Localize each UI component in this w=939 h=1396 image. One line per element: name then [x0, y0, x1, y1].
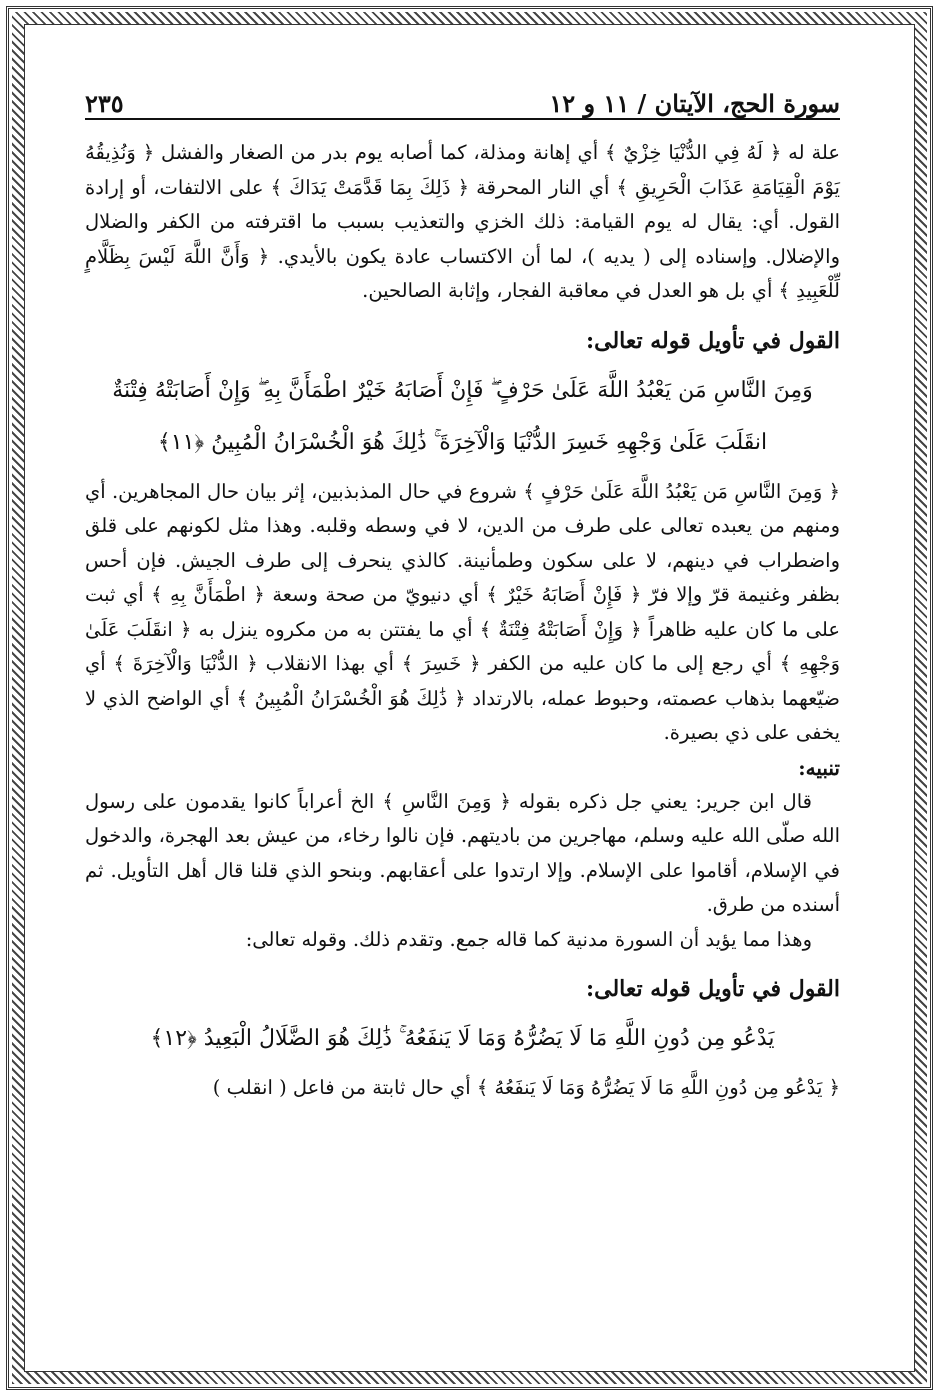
page-content — [85, 60, 840, 1106]
page-number: ٢٣٥ — [85, 89, 124, 118]
running-header — [85, 60, 840, 120]
commentary-paragraph: علة له ﴿ لَهُ فِي الدُّنْيَا خِزْيٌ ﴾ أي إهانة ومذلة، كما أصابه يوم بدر من الصغار والفشل ﴿ وَنُذِيقُهُ يَوْمَ الْقِيَامَةِ عَذَابَ الْحَرِيقِ ﴾ أي النار المحرقة ﴿ ذَلِكَ بِمَا قَدَّمَتْ يَدَاكَ ﴾ على الالتفات، أو إرادة القول. أي: يقال له يوم القيامة: ذلك الخزي والتعذيب بسبب ما اقترفته من الكفر والضلال والإضلال. وإسناده إلى ( يديه )، لما أن الاكتساب عادة يكون بالأيدي. ﴿ وَأَنَّ اللَّهَ لَيْسَ بِظَلَّامٍ لِّلْعَبِيدِ ﴾ أي بل هو العدل في معاقبة الفجار، وإثابة الصالحين. — [85, 141, 840, 302]
commentary-paragraph: ﴿ يَدْعُو مِن دُونِ اللَّهِ مَا لَا يَضُرُّهُ وَمَا لَا يَنفَعُهُ ﴾ أي حال ثابتة من فاعل ( انقلب ) — [212, 1076, 840, 1099]
quran-verse: وَمِنَ النَّاسِ مَن يَعْبُدُ اللَّهَ عَلَىٰ حَرْفٍ ۖ فَإِنْ أَصَابَهُ خَيْرٌ اطْمَأَنَّ بِهِ ۖ وَإِنْ أَصَابَتْهُ فِتْنَةٌ انقَلَبَ عَلَىٰ وَجْهِهِ خَسِرَ الدُّنْيَا وَالْآخِرَةَ ۚ ذَٰلِكَ هُوَ الْخُسْرَانُ الْمُبِينُ ﴿١١﴾ — [112, 377, 813, 455]
note-paragraph: وهذا مما يؤيد أن السورة مدنية كما قاله جمع. وتقدم ذلك. وقوله تعالى: — [245, 927, 812, 951]
chapter-title: سورة الحج، الآيتان / ١١ و ١٢ — [549, 89, 840, 118]
section-heading: القول في تأويل قوله تعالى: — [586, 976, 840, 1002]
note-paragraph: قال ابن جرير: يعني جل ذكره بقوله ﴿ وَمِنَ النَّاسِ ﴾ الخ أعراباً كانوا يقدمون على رسول الله صلّى الله عليه وسلم، مهاجرين من باديتهم. فإن نالوا رخاء، من عيش بعد الهجرة، والدخول في الإسلام، أقاموا على الإسلام. وإلا ارتدوا على أعقابهم. وبنحو الذي قلنا قال أهل التأويل. ثم أسنده من طرق. — [85, 789, 840, 916]
section-heading: القول في تأويل قوله تعالى: — [586, 327, 840, 354]
commentary-paragraph: ﴿ وَمِنَ النَّاسِ مَن يَعْبُدُ اللَّهَ عَلَىٰ حَرْفٍ ﴾ شروع في حال المذبذبين، إثر بيان حال المجاهرين. أي ومنهم من يعبده تعالى على طرف من الدين، لا في وسطه وقلبه. وهذا مثل لكونهم على قلق واضطراب في دينهم، لا على سكون وطمأنينة. كالذي ينحرف إلى طرف الجيش. فإن أحس بظفر وغنيمة قرّ وإلا فرّ ﴿ فَإِنْ أَصَابَهُ خَيْرٌ ﴾ أي دنيويّ من صحة وسعة ﴿ اطْمَأَنَّ بِهِ ﴾ أي ثبت على ما كان عليه ظاهراً ﴿ وَإِنْ أَصَابَتْهُ فِتْنَةٌ ﴾ أي ما يفتتن به من مكروه ينزل به ﴿ انقَلَبَ عَلَىٰ وَجْهِهِ ﴾ أي رجع إلى ما كان عليه من الكفر ﴿ خَسِرَ ﴾ أي بهذا الانقلاب ﴿ الدُّنْيَا وَالْآخِرَةَ ﴾ أي ضيّعهما بذهاب عصمته، وحبوط عمله، بالارتداد ﴿ ذَٰلِكَ هُوَ الْخُسْرَانُ الْمُبِينُ ﴾ أي الواضح الذي لا يخفى على ذي بصيرة. — [85, 479, 840, 744]
quran-verse: يَدْعُو مِن دُونِ اللَّهِ مَا لَا يَضُرُّهُ وَمَا لَا يَنفَعُهُ ۚ ذَٰلِكَ هُوَ الضَّلَالُ الْبَعِيدُ ﴿١٢﴾ — [150, 1026, 775, 1051]
note-heading: تنبيه: — [798, 755, 840, 780]
